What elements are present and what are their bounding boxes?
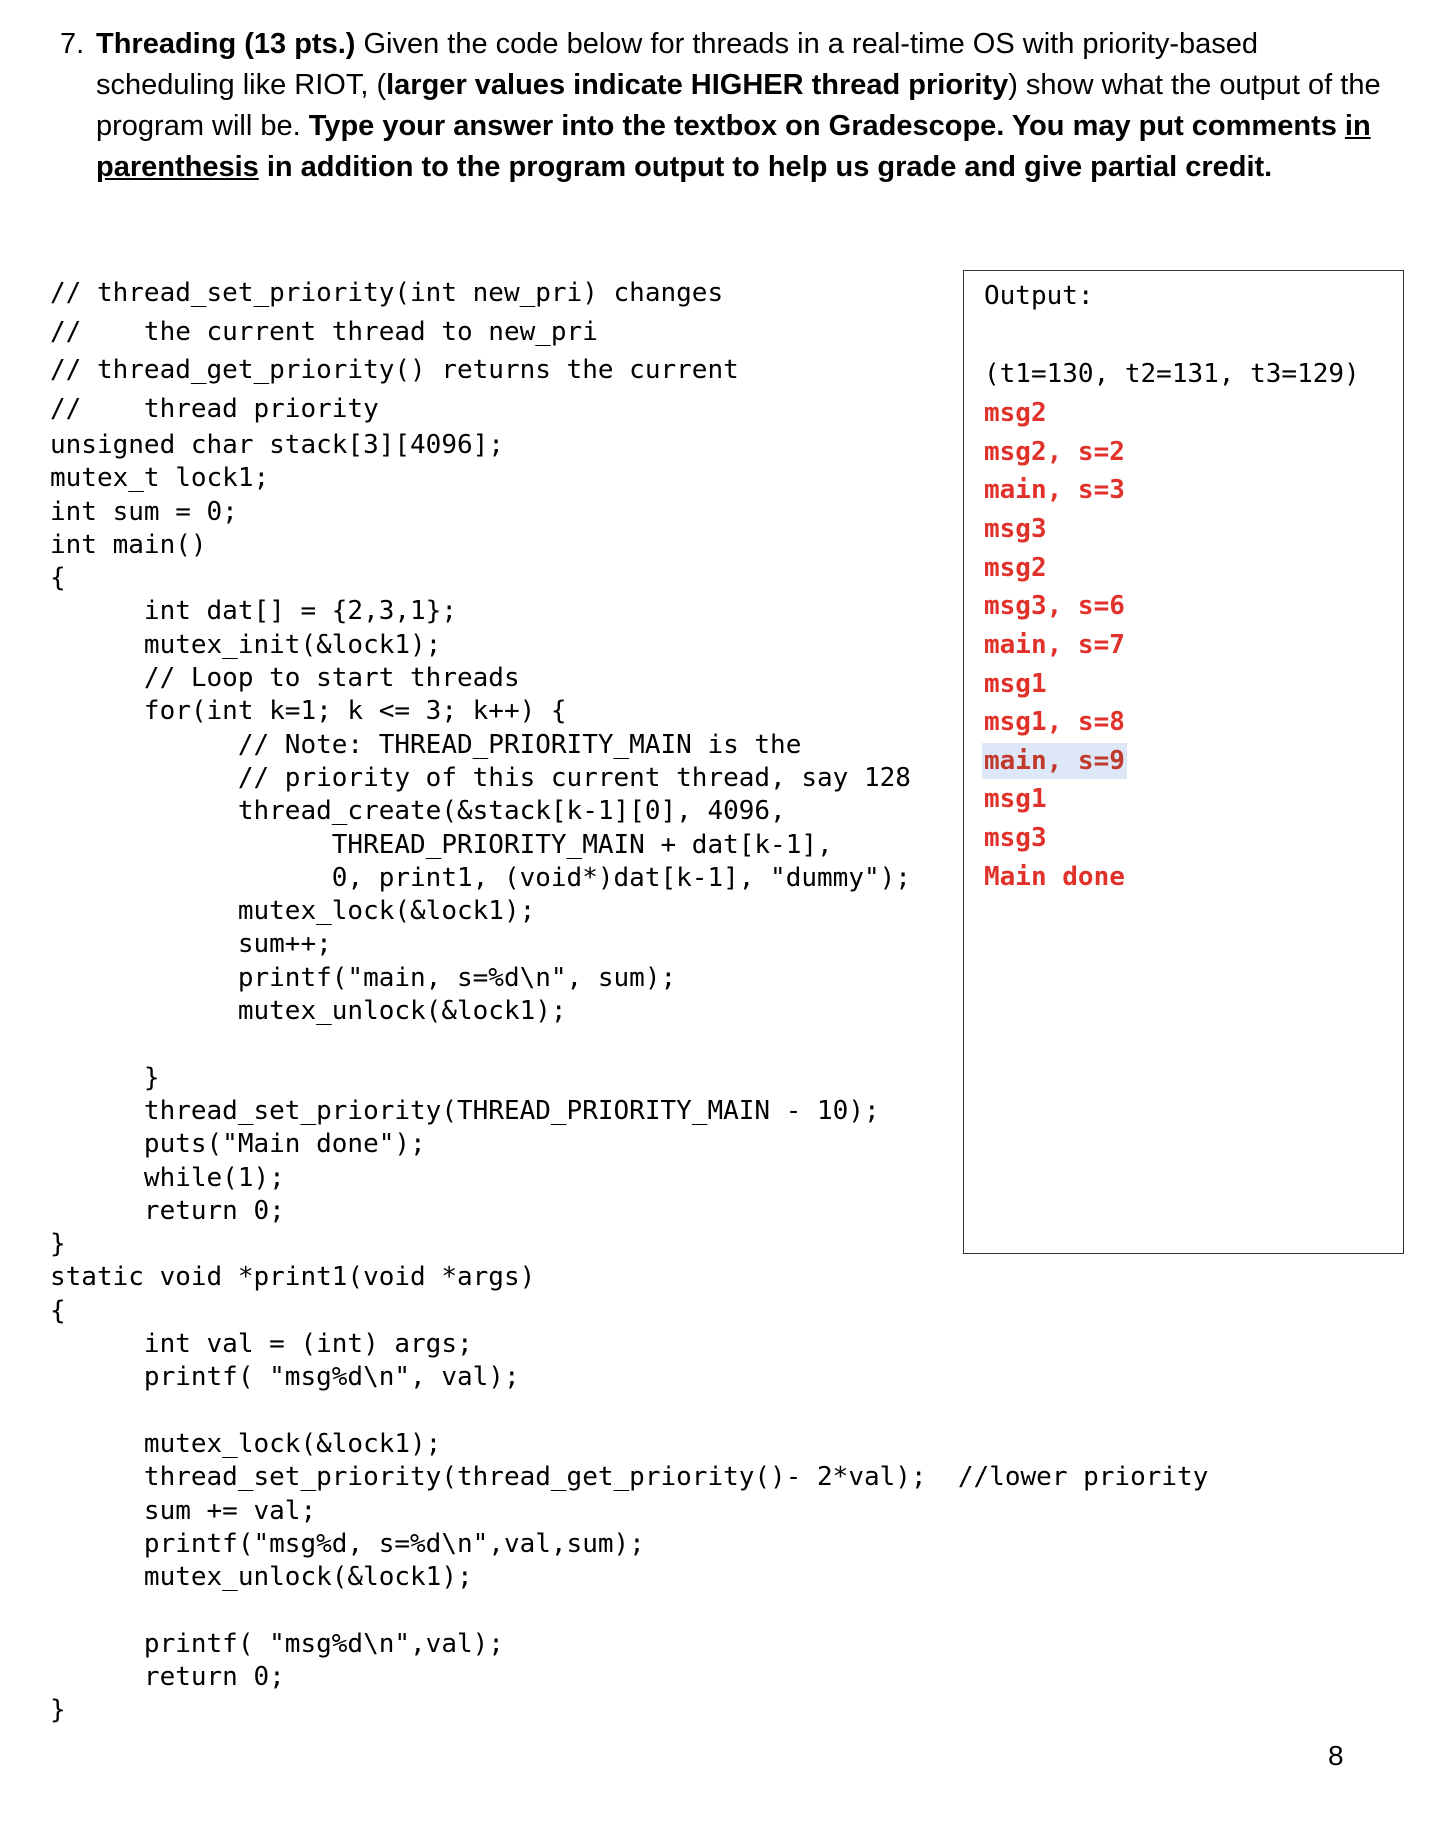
code-comment-block: // thread_set_priority(int new_pri) changes // the current thread to new_pri // thread_get_priority() returns the current // thread priority bbox=[50, 278, 739, 424]
question-text-part2: ) show what the output of the program will be. bbox=[96, 69, 1381, 142]
output-line: main, s=3 bbox=[984, 475, 1125, 505]
output-line: Main done bbox=[984, 862, 1125, 892]
output-line: msg3 bbox=[984, 823, 1047, 853]
code-listing: unsigned char stack[3][4096]; mutex_t lock1; int sum = 0; int main() { int dat[] = {2,3,1}; mutex_init(&lock1); // Loop to start threads for(int k=1; k <= 3; k++) { // Note: THREAD_PRIORITY_MAIN is the // priority of this current thread, say 128 thread_create(&stack[k-1][0], 4096, THREAD_PRIORITY_MAIN + dat[k-1], 0, print1, (void*)dat[k-1], "dummy"); mutex_lock(&lock1); sum++; printf("main, s=%d\n", sum); mutex_unlock(&lock1); } thread_set_priority(THREAD_PRIORITY_MAIN - 10); puts("Main done"); while(1); return 0; } static void *print1(void *args) { int val = (int) args; printf( "msg%d\n", val); mutex_lock(&lock1); thread_set_priority(thread_get_priority()- 2*val); //lower priority sum += val; printf("msg%d, s=%d\n",val,sum); mutex_unlock(&lock1); printf( "msg%d\n",val); return 0; } bbox=[50, 430, 1209, 1726]
output-label: Output: bbox=[984, 281, 1094, 311]
output-line: msg3, s=6 bbox=[984, 591, 1125, 621]
question-text bbox=[96, 24, 1386, 188]
output-line: msg2, s=2 bbox=[984, 437, 1125, 467]
priority-note: larger values indicate HIGHER thread priority bbox=[386, 69, 1009, 101]
instruction-part2: in addition to the program output to help us grade and give partial credit. bbox=[258, 151, 1273, 183]
output-line: msg3 bbox=[984, 514, 1047, 544]
instruction-underlined: in parenthesis bbox=[96, 110, 1371, 183]
output-line-highlighted: main, s=9 bbox=[982, 743, 1127, 779]
output-line: msg2 bbox=[984, 398, 1047, 428]
output-line: msg1 bbox=[984, 784, 1047, 814]
output-line: main, s=7 bbox=[984, 630, 1125, 660]
output-priority-note: (t1=130, t2=131, t3=129) bbox=[984, 359, 1360, 389]
page-number: 8 bbox=[1328, 1740, 1344, 1771]
output-line: msg1, s=8 bbox=[984, 707, 1125, 737]
instruction-part1: Type your answer into the textbox on Gradescope. You may put comments bbox=[308, 110, 1345, 142]
question-title: Threading (13 pts.) bbox=[96, 28, 356, 60]
output-answer-box bbox=[963, 270, 1404, 1254]
output-line: msg2 bbox=[984, 553, 1047, 583]
question-number: 7. bbox=[60, 28, 85, 60]
output-line: msg1 bbox=[984, 669, 1047, 699]
question-text-part1: Given the code below for threads in a real-time OS with priority-based scheduling like RIOT, ( bbox=[96, 28, 1259, 101]
